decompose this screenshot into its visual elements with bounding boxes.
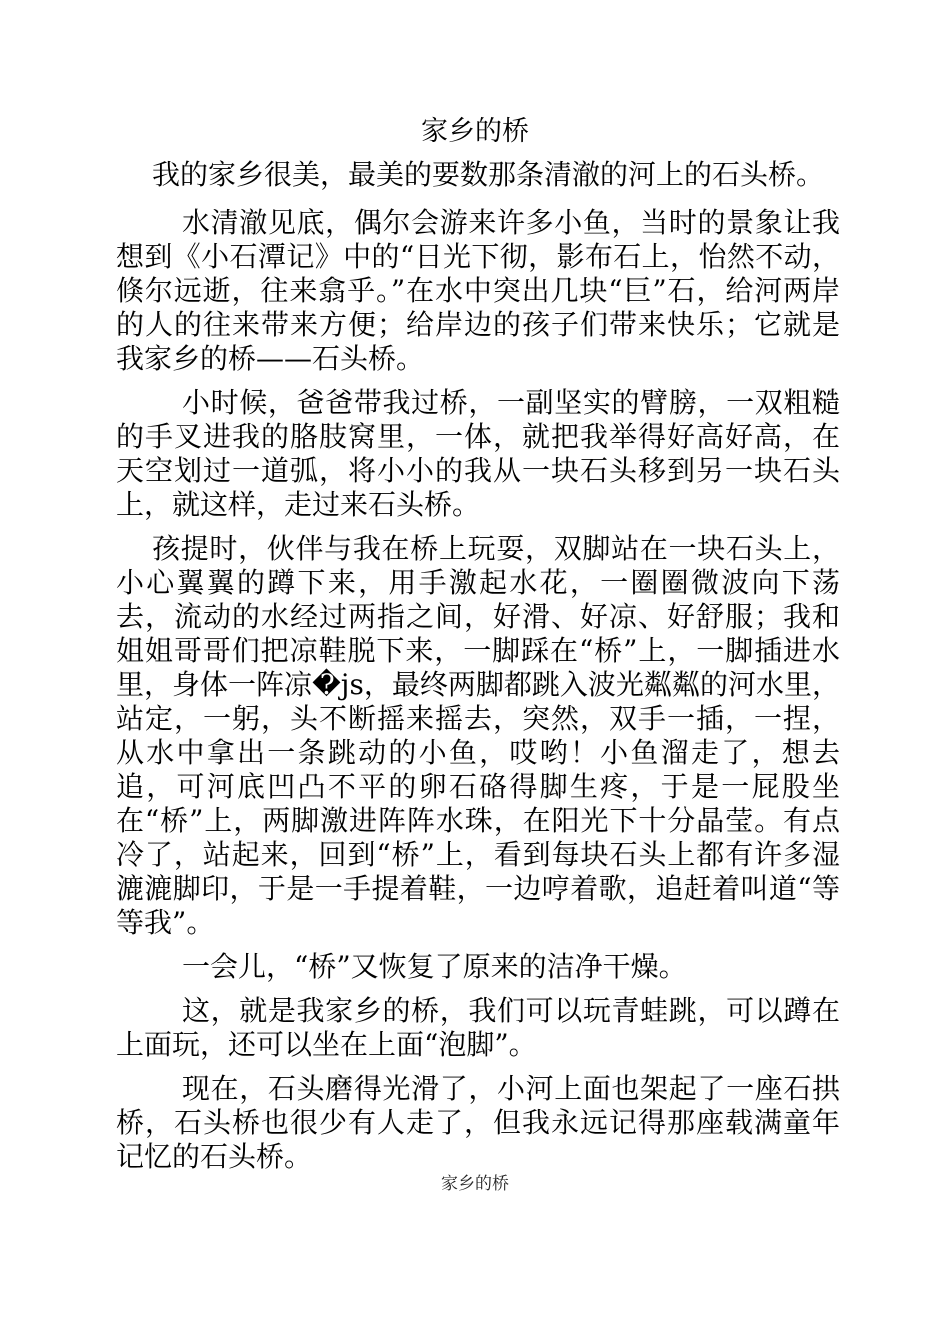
paragraph-bridge-dry: 一会儿，“桥”又恢复了原来的洁净干燥。 — [182, 950, 687, 983]
document-body — [116, 158, 840, 1184]
page-footer: 家乡的桥 — [441, 1174, 509, 1194]
paragraph-playing-on-bridge: 孩提时，伙伴与我在桥上玩耍，双脚站在一块石头上，小心翼翼的蹲下来，用手激起水花，一圈圈微波向下荡去，流动的水经过两指之间，好滑、好凉、好舒服；我和姐姐哥哥们把凉鞋脱下来，一脚踩在“桥”上，一脚插进水里，身体一阵凉�js，最终两脚都跳入波光粼粼的河水里，站定，一躬，头不断摇来摇去，突然，双手一插，一捏，从水中拿出一条跳动的小鱼，哎哟！小鱼溜走了，想去追，可河底凹凸不平的卵石硌得脚生疼，于是一屁股坐在“桥”上，两脚激进阵阵水珠，在阳光下十分晶莹。有点冷了，站起来，回到“桥”上，看到每块石头上都有许多湿漉漉脚印，于是一手提着鞋，一边哼着歌，追赶着叫道“等等我”。 — [116, 532, 840, 939]
document-title: 家乡的桥 — [421, 116, 529, 147]
paragraph-now: 现在，石头磨得光滑了，小河上面也架起了一座石拱桥，石头桥也很少有人走了，但我永远记得那座载满童年记忆的石头桥。 — [116, 1072, 840, 1173]
paragraph-clear-water: 水清澈见底，偶尔会游来许多小鱼，当时的景象让我想到《小石潭记》中的“日光下彻，影布石上，怡然不动，倏尔远逝，往来翕乎。”在水中突出几块“巨”石，给河两岸的人的往来带来方便；给岸边的孩子们带来快乐；它就是我家乡的桥——石头桥。 — [116, 206, 840, 375]
paragraph-childhood-father: 小时候，爸爸带我过桥，一副坚实的臂膀，一双粗糙的手叉进我的胳肢窝里，一体，就把我举得好高好高，在天空划过一道弧，将小小的我从一块石头移到另一块石头上，就这样，走过来石头桥。 — [116, 386, 840, 521]
paragraph-this-is-bridge: 这，就是我家乡的桥，我们可以玩青蛙跳，可以蹲在上面玩，还可以坐在上面“泡脚”。 — [116, 994, 840, 1061]
paragraph-intro: 我的家乡很美，最美的要数那条清澈的河上的石头桥。 — [152, 158, 825, 191]
